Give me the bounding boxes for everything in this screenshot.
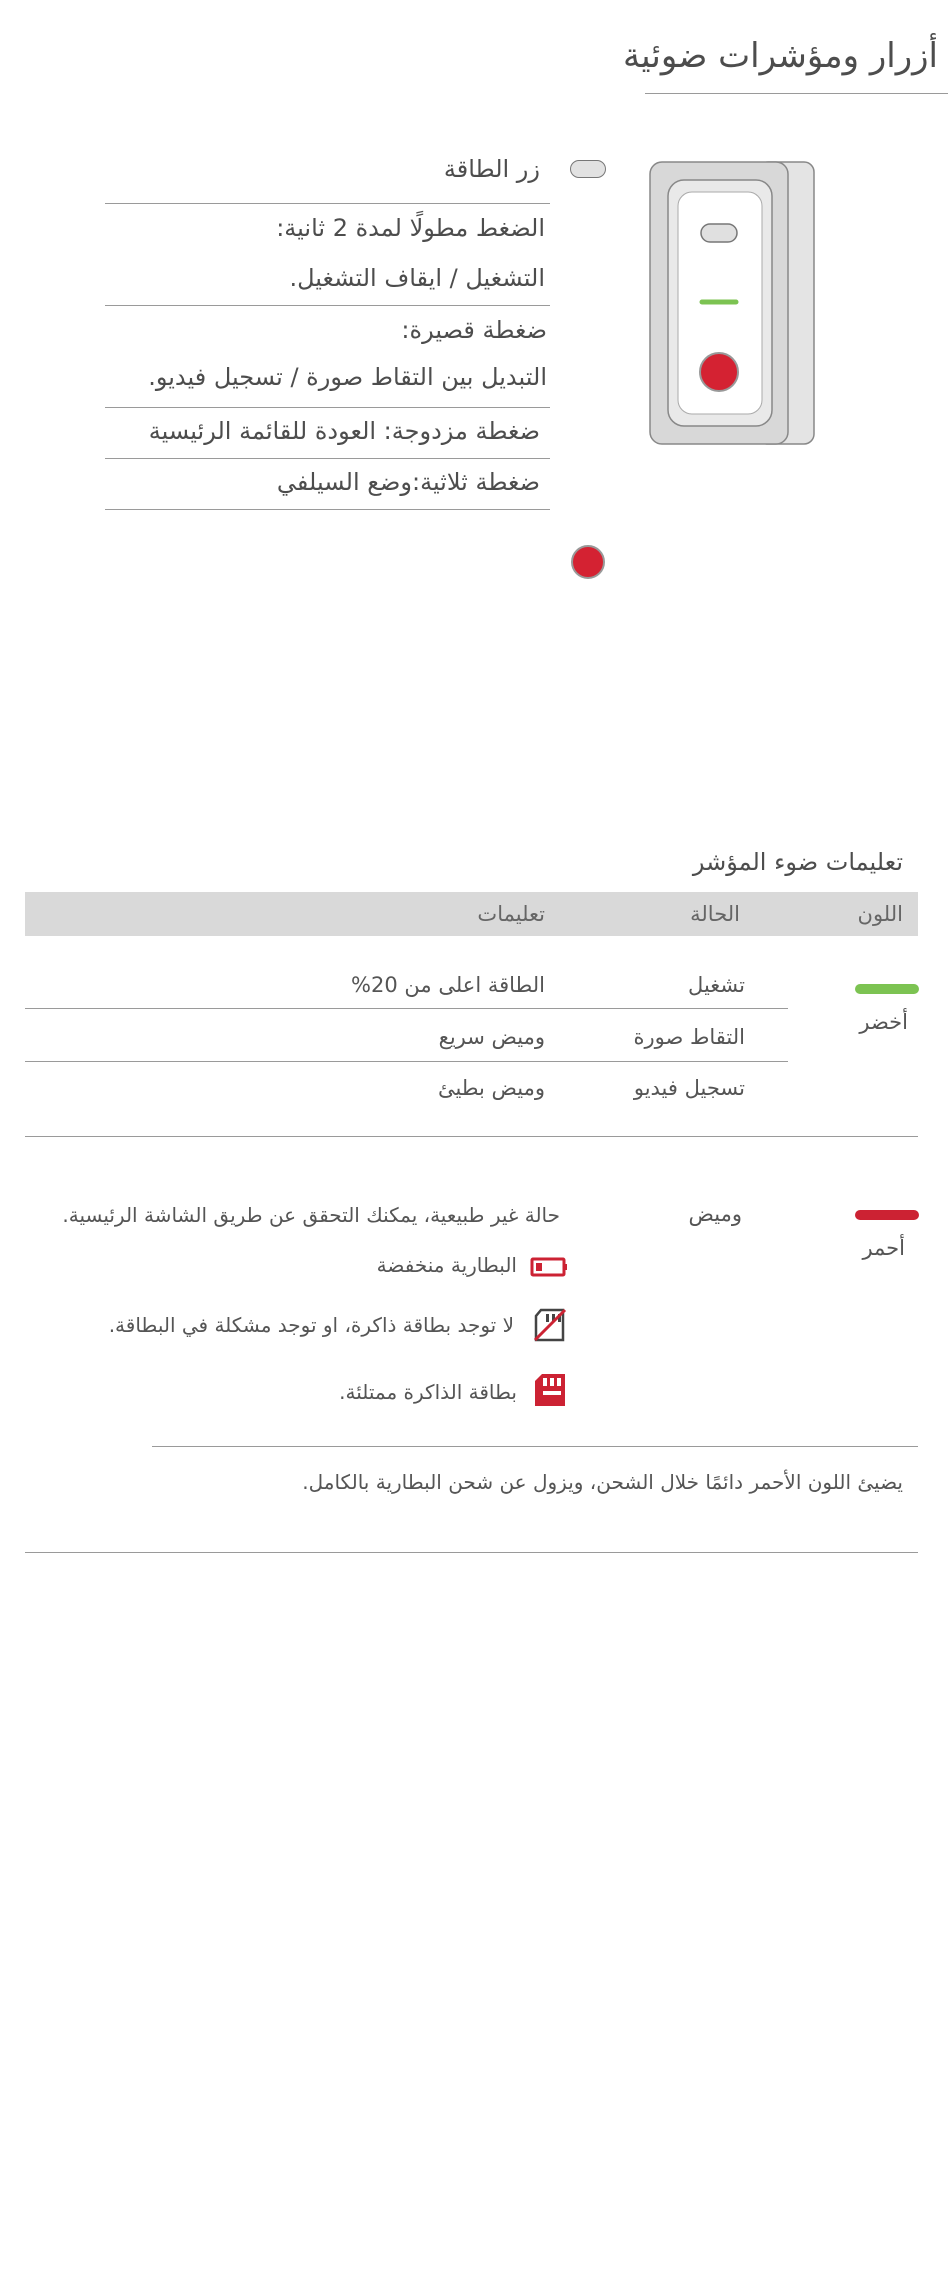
title-underline: [645, 93, 948, 94]
action-short-press-desc: التبديل بين التقاط صورة / تسجيل فيديو.: [148, 363, 547, 391]
shutter-button-icon: [571, 545, 605, 579]
action-short-press: ضغطة قصيرة:: [401, 316, 547, 344]
green-row-state: تسجيل فيديو: [633, 1076, 745, 1100]
divider: [105, 305, 550, 306]
no-sd-card-text: لا توجد بطاقة ذاكرة، او توجد مشكلة في البطاقة.: [108, 1313, 514, 1337]
green-row-instruction: وميض سريع: [438, 1025, 545, 1049]
sd-card-full-icon: [533, 1373, 567, 1407]
header-state: الحالة: [690, 902, 740, 926]
green-row-state: التقاط صورة: [633, 1025, 745, 1049]
divider: [152, 1446, 918, 1447]
green-row-instruction: وميض بطيئ: [437, 1076, 545, 1100]
header-instructions: تعليمات: [477, 902, 545, 926]
divider: [105, 458, 550, 459]
action-long-press-desc: التشغيل / ايقاف التشغيل.: [289, 264, 545, 292]
camera-illustration: [648, 160, 848, 450]
red-instruction: حالة غير طبيعية، يمكنك التحقق عن طريق الشاشة الرئيسية.: [62, 1203, 560, 1227]
divider: [25, 1136, 918, 1137]
sd-card-full-text: بطاقة الذاكرة ممتلئة.: [339, 1380, 517, 1404]
divider: [105, 203, 550, 204]
red-state: وميض: [688, 1202, 742, 1226]
divider: [105, 509, 550, 510]
power-button-label: زر الطاقة: [443, 155, 540, 183]
divider: [25, 1008, 788, 1009]
red-indicator-swatch: [855, 1210, 919, 1220]
no-sd-card-icon: [533, 1308, 567, 1342]
divider: [105, 407, 550, 408]
action-triple-press: ضغطة ثلاثية:وضع السيلفي: [276, 468, 540, 496]
battery-low-text: البطارية منخفضة: [376, 1253, 517, 1277]
action-double-press: ضغطة مزدوجة: العودة للقائمة الرئيسية: [148, 417, 540, 445]
divider: [25, 1552, 918, 1553]
page-title: أزرار ومؤشرات ضوئية: [622, 36, 938, 76]
power-button-icon: [570, 160, 606, 178]
green-color-name: أخضر: [859, 1010, 908, 1034]
divider: [25, 1061, 788, 1062]
green-row-instruction: الطاقة اعلى من 20%: [351, 973, 545, 997]
charging-note: يضيئ اللون الأحمر دائمًا خلال الشحن، ويزول عن شحن البطارية بالكامل.: [302, 1470, 903, 1494]
green-indicator-swatch: [855, 984, 919, 994]
action-long-press: الضغط مطولًا لمدة 2 ثانية:: [276, 214, 545, 242]
table-header: [25, 892, 918, 936]
green-row-state: تشغيل: [688, 973, 745, 997]
header-color: اللون: [857, 902, 903, 926]
red-color-name: أحمر: [862, 1236, 905, 1260]
indicator-section-title: تعليمات ضوء المؤشر: [692, 848, 903, 876]
battery-low-icon: [530, 1255, 568, 1279]
